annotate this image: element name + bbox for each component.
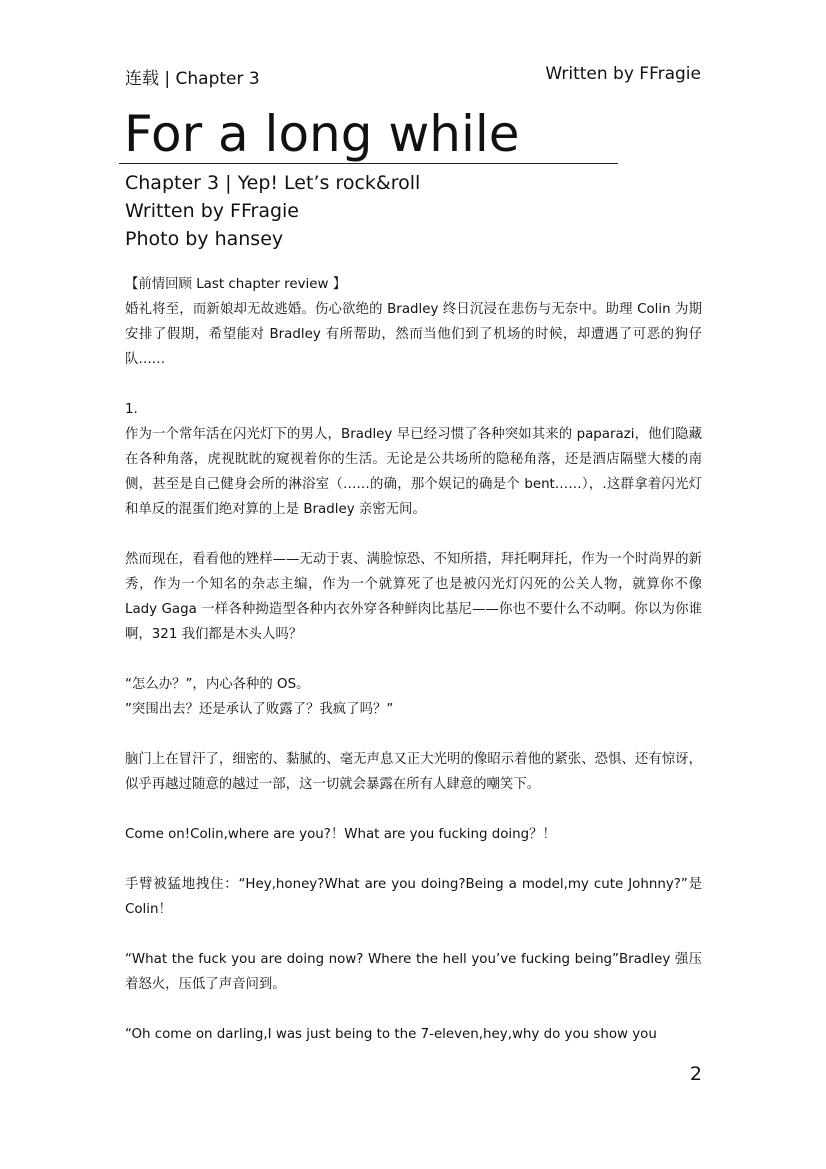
- review-paragraph: 婚礼将至，而新娘却无故逃婚。伤心欲绝的 Bradley 终日沉浸在悲伤与无奈中。助理 Colin 为期安排了假期，希望能对 Bradley 有所帮助，然而当他们到了机场的时候，却遭遇了可恶的狗仔队……: [125, 302, 702, 367]
- paragraph: “Oh come on darling,I was just being to the 7-eleven,hey,why do you show you: [125, 1027, 657, 1042]
- running-header-right: Written by FFragie: [545, 64, 701, 84]
- review-heading: 【前情回顾 Last chapter review 】: [125, 277, 347, 292]
- chapter-subtitle: Chapter 3 | Yep! Let’s rock&roll: [125, 172, 421, 194]
- thought-line: ”突围出去？还是承认了败露了？我疯了吗？”: [125, 702, 394, 717]
- page-number: 2: [689, 1063, 702, 1085]
- paragraph: “What the fuck you are doing now? Where the hell you’ve fucking being”Bradley 强压着怒火，压低了声音问到。: [125, 952, 702, 992]
- paragraph: 作为一个常年活在闪光灯下的男人，Bradley 早已经习惯了各种突如其来的 paparazi，他们隐藏在各种角落，虎视眈眈的窥视着你的生活。无论是公共场所的隐秘角落，还是酒店隔壁大楼的南侧，甚至是自己健身会所的淋浴室（……的确，那个娱记的确是个 bent……），.这群拿着闪光灯和单反的混蛋们绝对算的上是 Bradley 亲密无间。: [125, 427, 702, 517]
- author-line: Written by FFragie: [125, 200, 299, 222]
- section-number: 1.: [125, 402, 138, 417]
- paragraph: 然而现在，看看他的矬样——无动于衷、满脸惊恐、不知所措，拜托啊拜托，作为一个时尚界的新秀，作为一个知名的杂志主编，作为一个就算死了也是被闪光灯闪死的公关人物，就算你不像 Lady Gaga 一样各种拗造型各种内衣外穿各种鲜肉比基尼——你也不要什么不动啊。你以为你谁啊，321 我们都是木头人吗？: [125, 552, 702, 642]
- running-header-left: 连载 | Chapter 3: [125, 69, 260, 89]
- chapter-info: [125, 169, 420, 253]
- paragraph: 脑门上在冒汗了，细密的、黏腻的、毫无声息又正大光明的像昭示着他的紧张、恐惧、还有惊讶，似乎再越过随意的越过一部，这一切就会暴露在所有人肆意的嘲笑下。: [125, 752, 702, 792]
- body-text: [125, 272, 702, 1047]
- thought-line: “怎么办？”，内心各种的 OS。: [125, 677, 310, 692]
- photo-credit-line: Photo by hansey: [125, 228, 284, 250]
- paragraph: 手臂被猛地拽住：“Hey,honey?What are you doing?Being a model,my cute Johnny?”是 Colin！: [125, 877, 702, 917]
- paragraph: Come on!Colin,where are you?！What are you fucking doing？！: [125, 827, 556, 842]
- chapter-title: For a long while: [124, 105, 520, 163]
- title-underline: [119, 163, 618, 164]
